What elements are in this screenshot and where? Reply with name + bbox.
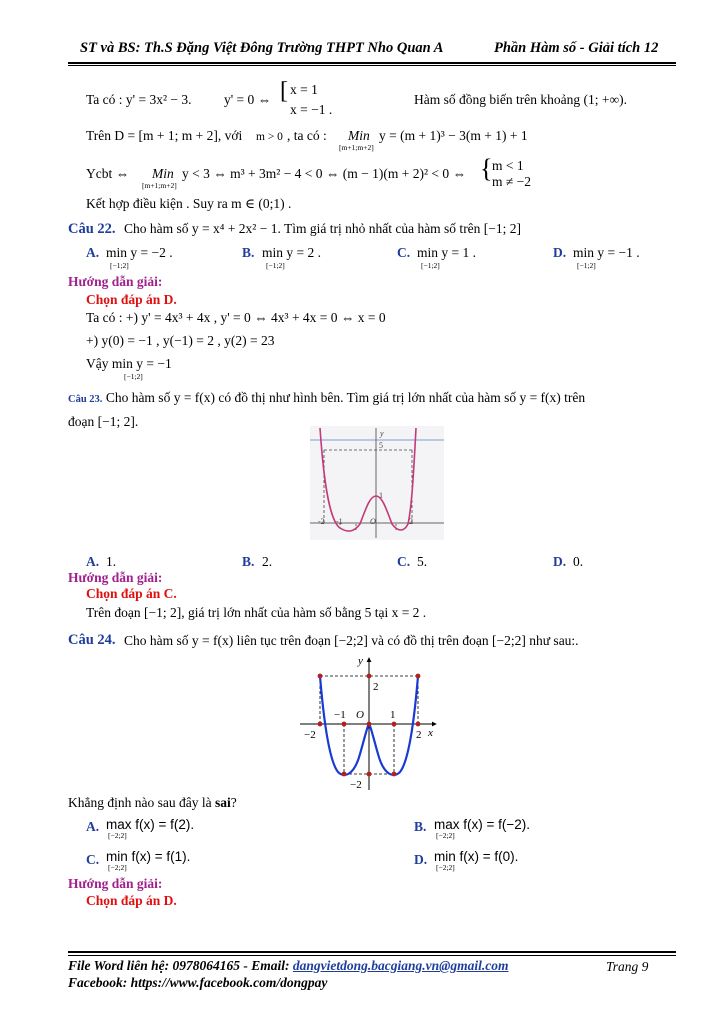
q24-opt-c-sub: [−2;2] [108,863,127,872]
q24-opt-d-key: D. [414,852,428,867]
q24-label-m1: −1 [334,709,346,721]
prev-line3-sub: [m+1;m+2] [142,181,177,190]
footer-contact: File Word liên hệ: 0978064165 - Email: [68,958,293,973]
q22-opt-d: min y = −1 . [573,245,640,260]
q23-opt-b-key: B. [242,554,255,569]
q23-opt-b: 2. [262,554,273,569]
q22-opt-c: min y = 1 . [417,245,476,260]
q24-opt-a: max f(x) = f(2). [106,817,195,832]
prev-line3-a: Ycbt ⇔ [86,166,130,181]
footer-page: Trang 9 [606,959,649,974]
footer-rule-thin [68,955,676,956]
q23-step1: Trên đoạn [−1; 2], giá trị lớn nhất của hàm số bằng 5 tại x = 2 . [86,605,427,620]
prev-line2-b: m > 0 [256,131,283,143]
prev-line1-a: Ta có : y' = 3x² − 3. [86,92,192,107]
q23-opt-c: 5. [417,554,428,569]
q23-answer: Chọn đáp án C. [86,586,177,601]
q23-text: Cho hàm số y = f(x) có đồ thị như hình bên. Tìm giá trị lớn nhất của hàm số y = f(x) trên [105,390,586,405]
prev-line4: Kết hợp điều kiện . Suy ra m ∈ (0;1) . [86,196,292,211]
q24-opt-d-sub: [−2;2] [436,863,455,872]
q24-point [342,722,347,727]
q24-opt-d: min f(x) = f(0). [434,849,519,864]
q23-opt-d-key: D. [553,554,567,569]
q22-guide: Hướng dẫn giải: [68,274,163,289]
q24-opt-b-key: B. [414,819,427,834]
q24-opt-a-key: A. [86,819,100,834]
q24-label: Câu 24. [68,632,116,648]
q24-point [342,772,347,777]
q24-point [367,772,372,777]
q22-text: Cho hàm số y = x⁴ + 2x² − 1. Tìm giá trị nhỏ nhất của hàm số trên [−1; 2] [124,221,522,236]
q23-label-2: 2 [409,517,413,526]
header-left: ST và BS: Th.S Đặng Việt Đông Trường THPT Nho Quan A [80,40,444,56]
q24-point [367,674,372,679]
q24-opt-b-sub: [−2;2] [436,831,455,840]
footer-facebook: Facebook: https://www.facebook.com/dongpay [68,975,328,990]
system-bracket: [ [280,78,288,104]
q22-opt-b: min y = 2 . [262,245,321,260]
sys2-top: m < 1 [492,158,524,173]
header-rule [68,62,676,64]
q22-label: Câu 22. [68,221,116,237]
prev-line2-c: , ta có : [287,128,327,143]
q24-opt-c-key: C. [86,852,100,867]
q23-opt-d: 0. [573,554,584,569]
footer-email-link[interactable]: dangvietdong.bacgiang.vn@gmail.com [292,958,509,973]
q24-opt-a-sub: [−2;2] [108,831,127,840]
q23-label-m2: -2 [318,517,325,526]
prev-line2-a: Trên D = [m + 1; m + 2], với [86,128,243,143]
q24-label-y: y [358,655,363,667]
q23-guide: Hướng dẫn giải: [68,570,163,585]
q22-opt-b-key: B. [242,245,255,260]
q24-text: Cho hàm số y = f(x) liên tục trên đoạn [−2;2] và có đồ thị trên đoạn [−2;2] như sau:. [124,633,579,648]
q23-label-y: y [380,429,384,438]
q23-label-o: O [370,517,376,526]
q23-label-row [68,390,585,406]
q24-point [392,722,397,727]
q23-opt-a-key: A. [86,554,100,569]
q24-graph [298,654,444,792]
prev-line3-min: Min [152,166,174,181]
q22-step1: Ta có : +) y' = 4x³ + 4x , y' = 0 ⇔ 4x³ + 4x = 0 ⇔ x = 0 [86,310,386,325]
footer-line1 [68,958,509,974]
prev-line1-b: y' = 0 ⇔ [224,92,272,107]
q24-label-o: O [356,709,364,721]
q22-opt-b-sub: [−1;2] [266,261,285,270]
sys2-bot: m ≠ −2 [492,174,532,189]
q24-opt-b: max f(x) = f(−2). [434,817,531,832]
q24-point [318,722,323,727]
prev-line2-sub: [m+1;m+2] [339,143,374,152]
q24-point [318,674,323,679]
q23-label-m1: -1 [336,517,343,526]
q22-step3: Vậy min y = −1 [86,356,172,371]
q22-opt-a-sub: [−1;2] [110,261,129,270]
q24-label-m2x: −2 [304,729,316,741]
q24-label-2x: 2 [416,729,422,741]
q24-ask [68,795,237,811]
q22-step3-sub: [−1;2] [124,372,143,381]
q24-point [416,722,421,727]
system-brace: { [480,154,493,183]
q22-opt-d-key: D. [553,245,567,260]
q23-opt-c-key: C. [397,554,411,569]
prev-line2-d: y = (m + 1)³ − 3(m + 1) + 1 [379,128,528,143]
q22-step2: +) y(0) = −1 , y(−1) = 2 , y(2) = 23 [86,333,275,348]
q24-label-x: x [428,727,433,739]
q24-opt-c: min f(x) = f(1). [106,849,191,864]
q22-opt-d-sub: [−1;2] [577,261,596,270]
sys1-bot: x = −1 . [290,102,333,117]
q24-answer: Chọn đáp án D. [86,893,177,908]
q24-label-1: 1 [390,709,396,721]
q22-opt-a-key: A. [86,245,100,260]
q22-opt-c-sub: [−1;2] [421,261,440,270]
q23-label-5: 5 [379,441,383,450]
header-right: Phần Hàm số - Giải tích 12 [494,40,659,56]
q22-answer: Chọn đáp án D. [86,292,177,307]
q23-text2: đoạn [−1; 2]. [68,414,139,429]
q22-opt-a: min y = −2 . [106,245,173,260]
header-rule-thin [68,65,676,66]
prev-line1-c: Hàm số đồng biến trên khoảng (1; +∞). [414,92,627,107]
q24-point [392,772,397,777]
q24-label-m2y: −2 [350,779,362,791]
q24-point [367,722,372,727]
footer-rule [68,951,676,953]
q23-label-1: 1 [379,491,383,500]
q23-graph [310,426,444,540]
q24-ask-b: sai [214,795,231,810]
q23-opt-a: 1. [106,554,117,569]
q24-label-2: 2 [373,681,379,693]
q24-ask-a: Khẳng định nào sau đây là [68,795,215,810]
q23-label: Câu 23. [68,394,103,405]
q24-ask-c: ? [230,795,237,810]
sys1-top: x = 1 [290,82,318,97]
q24-guide: Hướng dẫn giải: [68,876,163,891]
q24-point [416,674,421,679]
prev-line3-b: y < 3 ⇔ m³ + 3m² − 4 < 0 ⇔ (m − 1)(m + 2)² < 0 ⇔ [182,166,467,181]
q22-opt-c-key: C. [397,245,411,260]
prev-line2-min: Min [348,128,370,143]
